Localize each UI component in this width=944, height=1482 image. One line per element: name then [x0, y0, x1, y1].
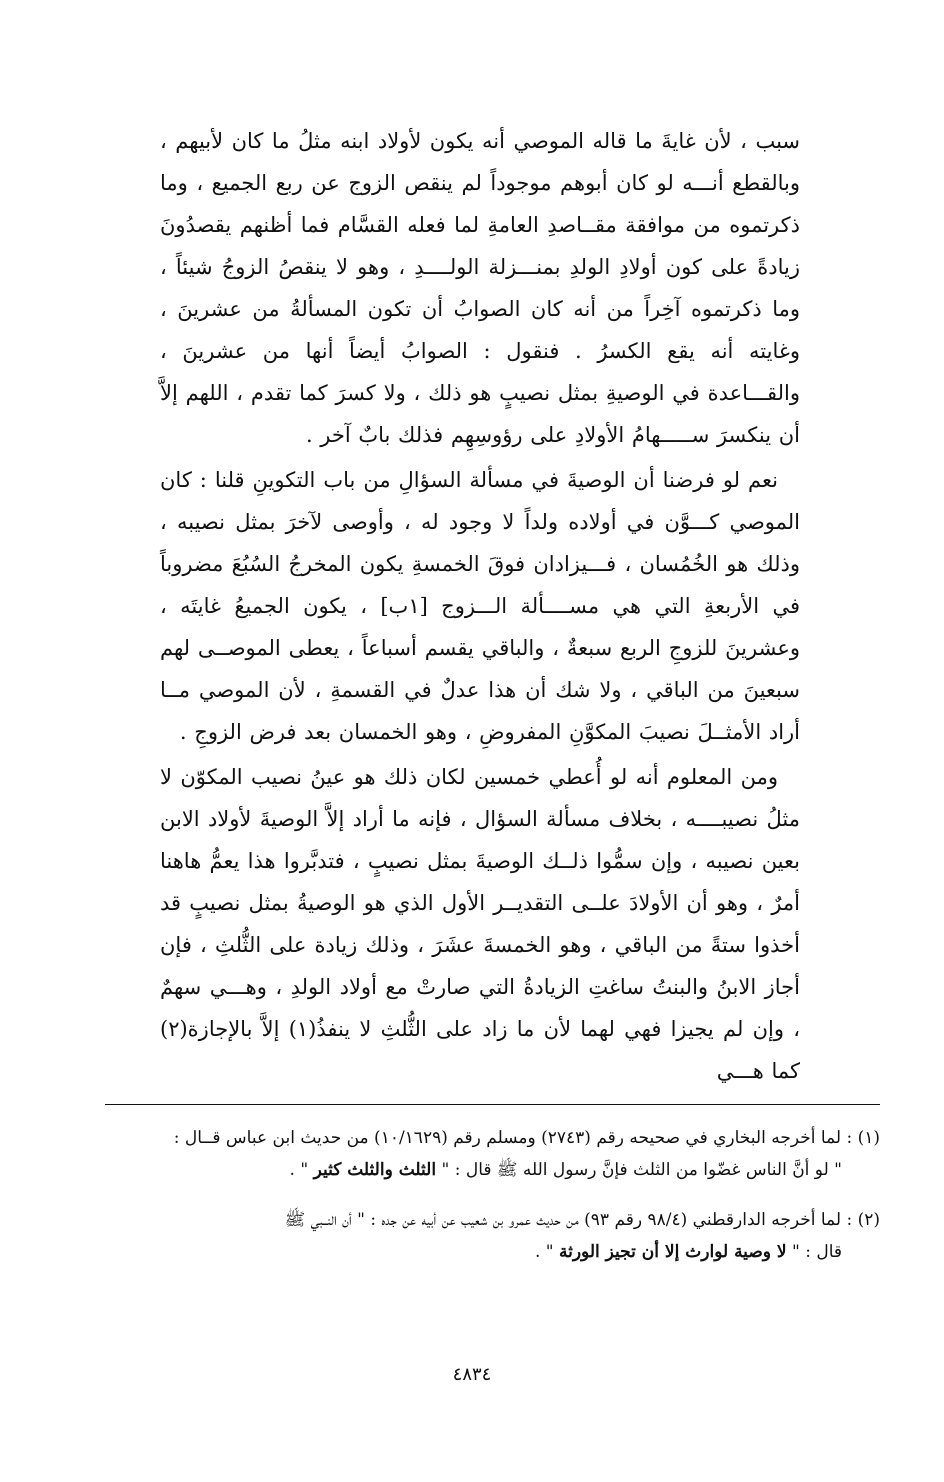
footnote-line: (٢) : لما أخرجه الدارقطني (٩٨/٤ رقم ٩٣) من حديث عمرو بن شعيب عن أبيه عن جده : " أن النــبي ﷺ [284, 1210, 880, 1230]
paragraph: نعم لو فرضنا أن الوصيةَ في مسألة السؤالِ من باب التكوينِ قلنا : كان الموصي كـــوَّن في أولاده ولداً لا وجود له ، وأوصى لآخرَ بمثل نصيبه ، وذلك هو الخُمُسان ، فـــيزادان فوقَ الخمسةِ يكون المخرجُ السُبُعَ مضروباً في الأربعةِ التي هي مســــألة الـــزوج [١ب] ، يكون الجميعُ غايتَه ، وعشرينَ للزوجِ الربع سبعةٌ ، والباقي يقسم أسباعاً ، يعطى الموصــى لهم سبعينَ من الباقي ، ولا شك أن هذا عدلٌ في القسمةِ ، لأن الموصي مــا أراد الأمثــلَ نصيبَ المكوَّنِ المفروضِ ، وهو الخمسان بعد فرض الزوجِ . [160, 468, 800, 744]
footnote-text: قال : " [791, 1242, 842, 1262]
footnote-line [105, 1236, 880, 1268]
footnote [105, 1204, 880, 1268]
footnote-text: " لو أنَّ الناس غضّوا من الثلث فإنَّ رسول الله ﷺ قال : " [441, 1160, 842, 1180]
footnote-text: " . [534, 1242, 554, 1262]
hadith-text: الثلث والثلث كثير [313, 1160, 437, 1180]
footnote-line: (١) : لما أخرجه البخاري في صحيحه رقم (٢٧٤٣) ومسلم رقم (١٠/١٦٢٩) من حديث ابن عباس قــال : [173, 1128, 880, 1148]
footnote-text: " . [289, 1160, 309, 1180]
hadith-text: لا وصية لوارث إلا أن تجيز الورثة [559, 1242, 787, 1262]
footnote [105, 1122, 880, 1186]
main-text [160, 120, 800, 1095]
page-number: ٤٨٣٤ [452, 1364, 492, 1385]
footnote-separator [105, 1104, 880, 1105]
paragraph: ومن المعلوم أنه لو أُعطي خمسين لكان ذلك هو عينُ نصيب المكوّن لا مثلُ نصيبــــه ، بخلاف مسألة السؤال ، فإنه ما أراد إلاَّ الوصيةَ لأولاد الابن بعين نصيبه ، وإن سمُّوا ذلــك الوصيةَ بمثل نصيبٍ ، فتدبَّروا هذا يعمُّ هاهنا أمرٌ ، وهو أن الأولادَ علــى التقديــر الأول الذي هو الوصيةُ بمثل نصيبٍ قد أخذوا ستةً من الباقي ، وهو الخمسةَ عشَرَ ، وذلك زيادة على الثُّلثِ ، فإن أجاز الابنُ والبنتُ ساغتِ الزيادةُ التي صارتْ مع أولاد الولدِ ، وهـــي سهمٌ ، وإن لم يجيزا فهي لهما لأن ما زاد على الثُّلثِ لا ينفذُ(١) إلاَّ بالإجازة(٢) كما هـــي [160, 765, 800, 1083]
paragraph: سبب ، لأن غايةَ ما قاله الموصي أنه يكون لأولاد ابنه مثلُ ما كان لأبيهم ، وبالقطع أنـــه لو كان أبوهم موجوداً لم ينقص الزوج عن ربع الجميع ، وما ذكرتموه من موافقة مقــاصدِ العامةِ لما فعله القسَّام فما أظنهم يقصدُونَ زيادةً على كون أولادِ الولدِ بمنـــزلة الولــــدِ ، وهو لا ينقصُ الزوجُ شيئاً ، وما ذكرتموه آخِراً من أنه كان الصوابُ أن تكون المسألةُ من عشرينَ ، وغايته أنه يقع الكسرُ . فنقول : الصوابُ أيضاً أنها من عشرينَ ، والقـــاعدة في الوصيةِ بمثل نصيبٍ هو ذلك ، ولا كسرَ كما تقدم ، اللهم إلاَّ أن ينكسرَ ســـــهامُ الأولادِ على رؤوسِهِم فذلك بابٌ آخر . [160, 129, 800, 447]
footnote-line [105, 1154, 880, 1186]
